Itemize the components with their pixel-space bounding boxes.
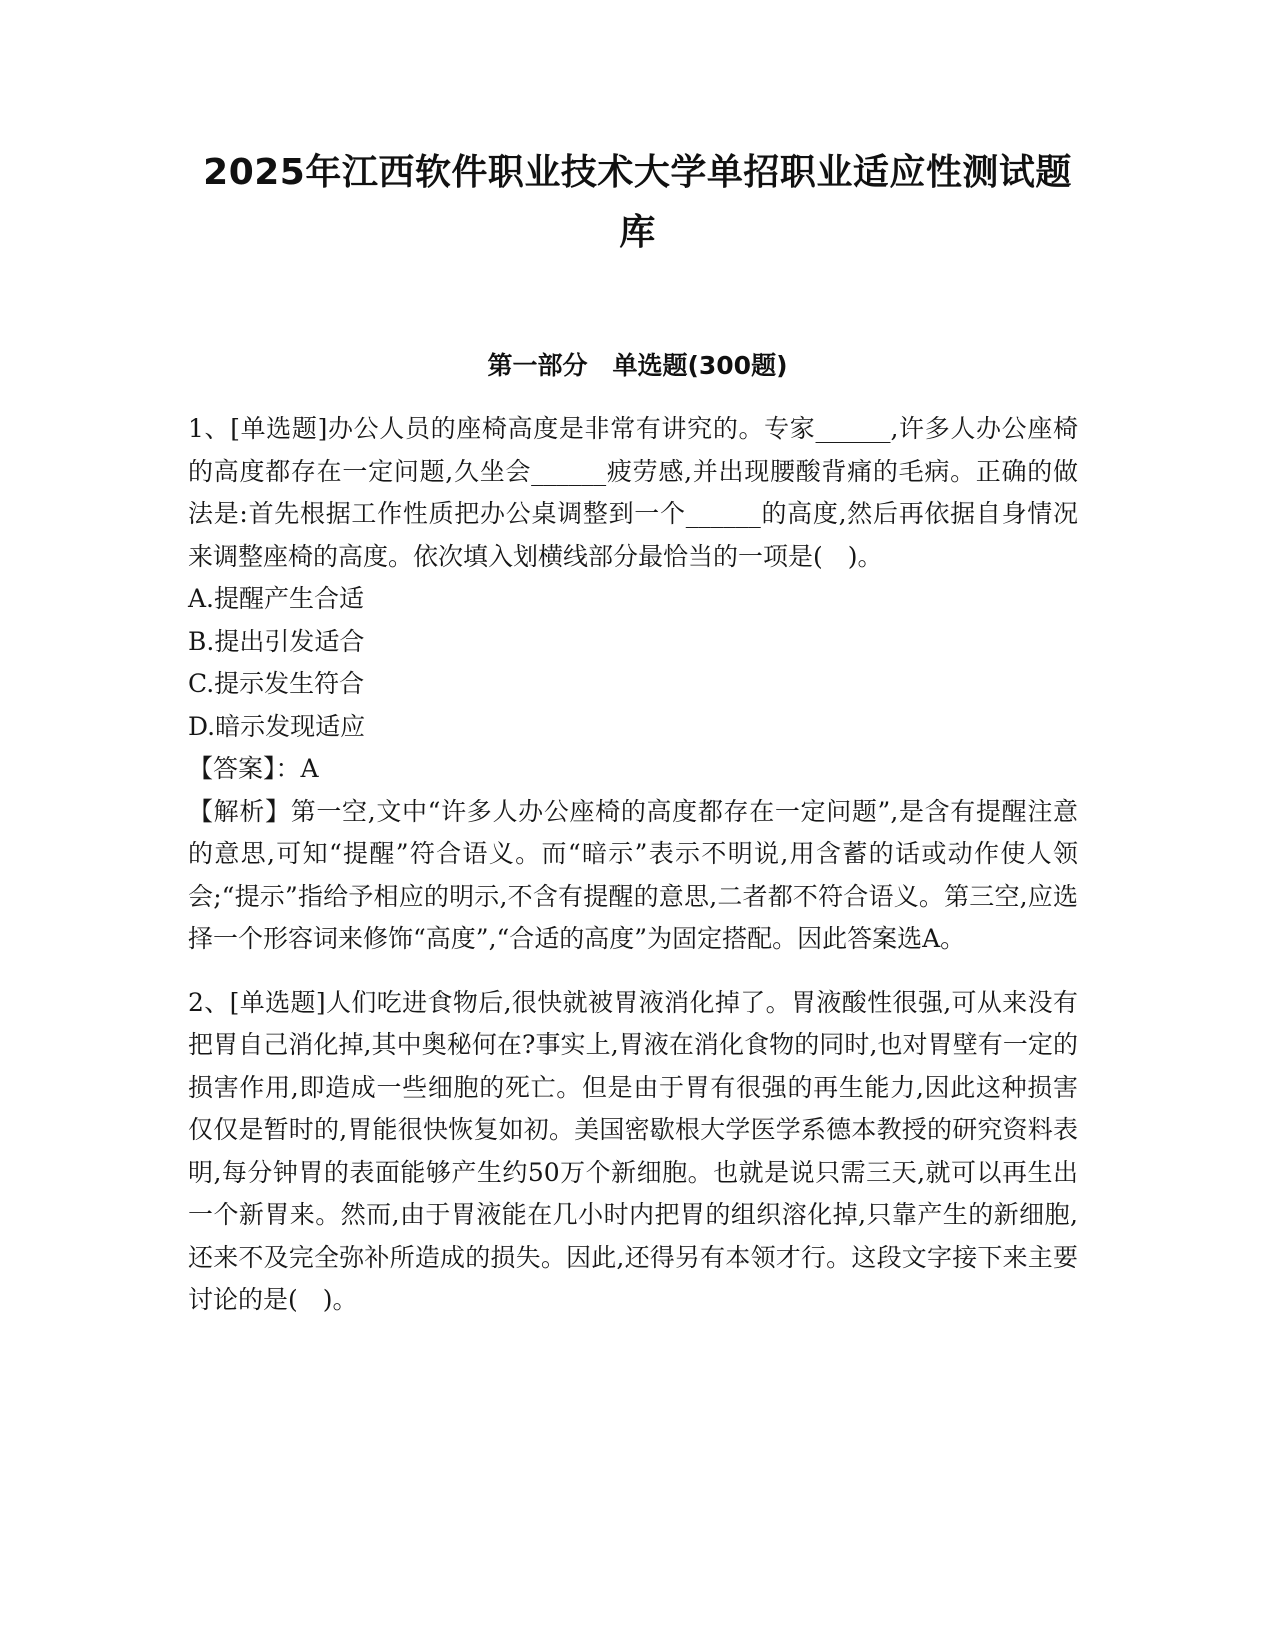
document-title-line-2: 库 (619, 212, 656, 253)
question-option-b: B.提出引发适合 (188, 626, 365, 656)
document-title (170, 143, 1105, 263)
question-option-c: C.提示发生符合 (188, 669, 365, 698)
section-heading: 第一部分 单选题(300题) (487, 351, 788, 380)
question-option-d: D.暗示发现适应 (188, 711, 366, 741)
question-item-1 (188, 408, 1078, 961)
question-item-2 (188, 982, 1078, 1322)
question-stem: 1、[单选题]办公人员的座椅高度是非常有讲究的。专家______,许多人办公座椅的高度都存在一定问题,久坐会______疲劳感,并出现腰酸背痛的毛病。正确的做法是:首先根据工作性质把办公桌调整到一个______的高度,然后再依据自身情况来调整座椅的高度。依次填入划横线部分最恰当的一项是( )。 (188, 414, 1078, 571)
question-stem: 2、[单选题]人们吃进食物后,很快就被胃液消化掉了。胃液酸性很强,可从来没有把胃自己消化掉,其中奥秘何在?事实上,胃液在消化食物的同时,也对胃壁有一定的损害作用,即造成一些细胞的死亡。但是由于胃有很强的再生能力,因此这种损害仅仅是暂时的,胃能很快恢复如初。美国密歇根大学医学系德本教授的研究资料表明,每分钟胃的表面能够产生约50万个新细胞。也就是说只需三天,就可以再生出一个新胃来。然而,由于胃液能在几小时内把胃的组织溶化掉,只靠产生的新细胞,还来不及完全弥补所造成的损失。因此,还得另有本领才行。这段文字接下来主要讨论的是( )。 (188, 987, 1078, 1314)
document-title-line-1: 2025年江西软件职业技术大学单招职业适应性测试题 (203, 152, 1072, 193)
question-list (188, 408, 1078, 1322)
question-option-a: A.提醒产生合适 (188, 584, 365, 613)
question-analysis: 【解析】第一空,文中“许多人办公座椅的高度都存在一定问题”,是含有提醒注意的意思,可知“提醒”符合语义。而“暗示”表示不明说,用含蓄的话或动作使人领会;“提示”指给予相应的明示,不含有提醒的意思,二者都不符合语义。第三空,应选择一个形容词来修饰“高度”,“合适的高度”为固定搭配。因此答案选A。 (188, 796, 1078, 953)
question-answer: 【答案】：A (188, 754, 319, 783)
